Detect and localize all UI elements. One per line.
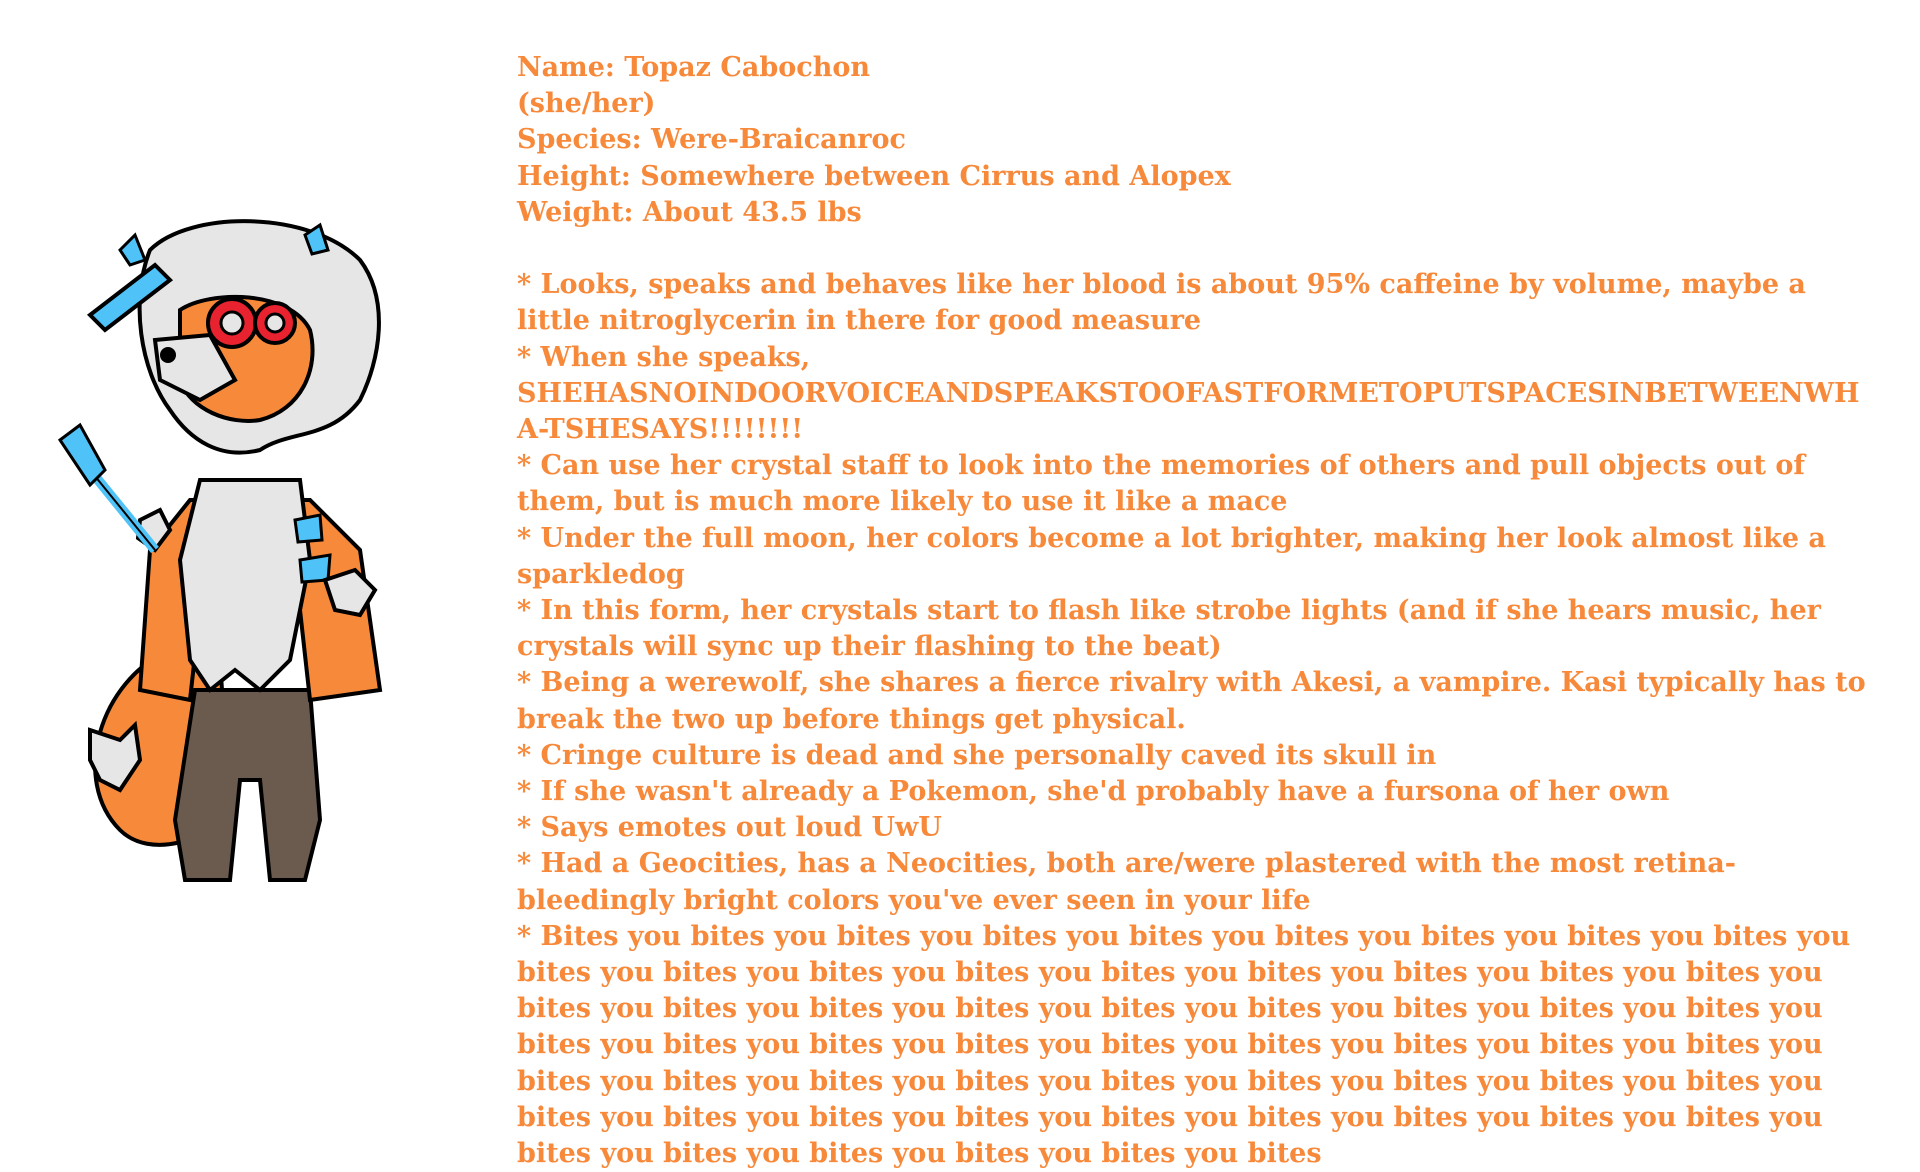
species-line: Species: Were-Braicanroc <box>517 124 906 156</box>
trait-item: * Bites you bites you bites you bites you bites you bites you bites you bites you bites you bites you bites you bites you bites you bites you bites you bites you bites you bites you bites you bites you bites you bites you bites you bites you bites you bites you bites you bites you bites you bites you bites you bites you bites you bites you bites you bites you bites you bites you bites you bites you bites you bites you bites you bites you bites you bites you bites you bites you bites you bites you bites you bites you bites you bites you bites you bites you bites you bites you bites you bites <box>517 920 1860 1170</box>
character-description <box>517 50 1877 1172</box>
legs <box>175 690 320 880</box>
trait-item: * In this form, her crystals start to flash like strobe lights (and if she hears music, her crystals will sync up their flashing to the beat) <box>517 595 1831 663</box>
weight-line: Weight: About 43.5 lbs <box>517 196 862 228</box>
trait-item: * Had a Geocities, has a Neocities, both are/were plastered with the most retina-bleedingly bright colors you've ever seen in your life <box>517 848 1736 916</box>
trait-item: * Being a werewolf, she shares a fierce rivalry with Akesi, a vampire. Kasi typically has to break the two up before things get physical. <box>517 667 1875 735</box>
trait-item: * If she wasn't already a Pokemon, she'd probably have a fursona of her own <box>517 776 1670 808</box>
trait-item: * When she speaks, <box>517 341 811 373</box>
height-line: Height: Somewhere between Cirrus and Alopex <box>517 160 1231 192</box>
ear-crystal-left <box>120 235 145 265</box>
trait-item: * Cringe culture is dead and she personally caved its skull in <box>517 739 1437 771</box>
trait-item: * Can use her crystal staff to look into the memories of others and pull objects out of them, but is much more likely to use it like a mace <box>517 450 1815 518</box>
section-spacer <box>517 231 1877 267</box>
trait-item: * Says emotes out loud UwU <box>517 812 942 844</box>
character-illustration <box>60 220 470 900</box>
staff-crystal <box>60 425 105 485</box>
character-drawing <box>60 220 470 900</box>
torso-fur <box>180 480 310 690</box>
trait-item: * Looks, speaks and behaves like her blood is about 95% caffeine by volume, maybe a little nitroglycerin in there for good measure <box>517 269 1816 337</box>
nose <box>160 347 176 363</box>
coat-crystal-1 <box>295 515 322 542</box>
pronouns-line: (she/her) <box>517 88 656 120</box>
trait-item: SHEHASNOINDOORVOICEANDSPEAKSTOOFASTFORMETOPUTSPACESINBETWEENWHA-TSHESAYS!!!!!!!! <box>517 377 1860 446</box>
trait-item: * Under the full moon, her colors become a lot brighter, making her look almost like a sparkledog <box>517 522 1836 590</box>
name-line: Name: Topaz Cabochon <box>517 52 870 83</box>
